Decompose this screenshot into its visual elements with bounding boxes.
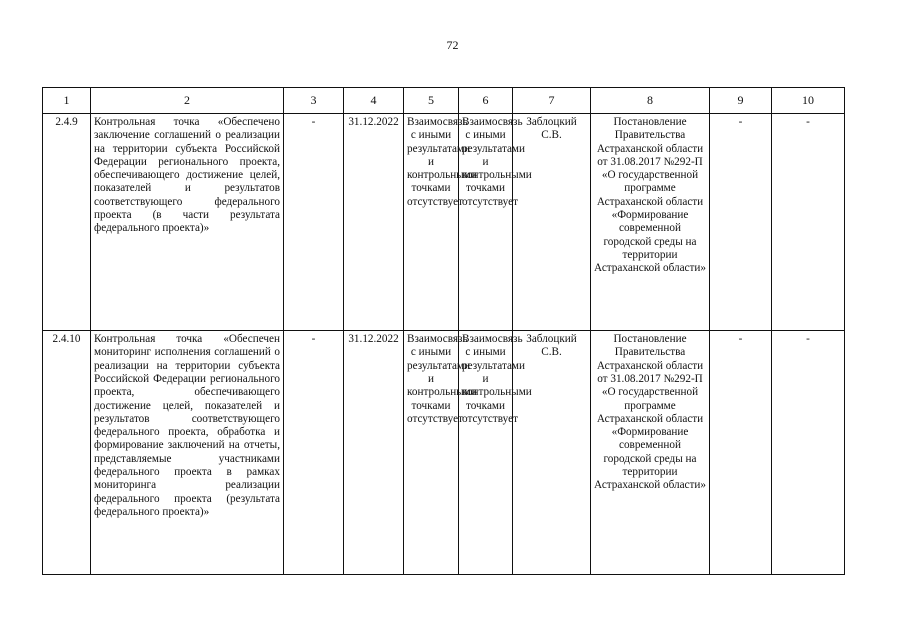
cell-relation: Взаимосвязь с иными результатами и контрольными точками отсутствует <box>459 114 513 331</box>
cell-relation: Взаимосвязь с иными результатами и контрольными точками отсутствует <box>404 114 459 331</box>
cell-relation: Взаимосвязь с иными результатами и контрольными точками отсутствует <box>404 331 459 575</box>
column-header: 7 <box>513 88 591 114</box>
cell-col3: - <box>284 331 344 575</box>
row-document: Постановление Правительства Астраханской области от 31.08.2017 №292-П «О государственной программе Астраханской области «Формирование современной городской среды на территории Астраханской области» <box>591 331 710 575</box>
page-number: 72 <box>446 38 459 52</box>
cell-col9: - <box>710 331 772 575</box>
row-number: 2.4.9 <box>43 114 91 331</box>
table-row <box>43 114 845 331</box>
cell-relation: Взаимосвязь с иными результатами и контрольными точками отсутствует <box>459 331 513 575</box>
cell-col3: - <box>284 114 344 331</box>
column-header: 4 <box>344 88 404 114</box>
column-header: 8 <box>591 88 710 114</box>
column-header: 1 <box>43 88 91 114</box>
column-header: 10 <box>772 88 845 114</box>
row-description: Контрольная точка «Обеспечено заключение соглашений о реализации на территории субъекта Российской Федерации регионального проекта, обеспечивающего достижение целей, показателей и результатов соответствующего федерального проекта (в части результата федерального проекта)» <box>91 114 284 331</box>
control-points-table <box>42 87 845 575</box>
table-header-row <box>43 88 845 114</box>
row-responsible: Заблоцкий С.В. <box>513 331 591 575</box>
row-date: 31.12.2022 <box>344 114 404 331</box>
cell-col10: - <box>772 114 845 331</box>
row-description: Контрольная точка «Обеспечен мониторинг исполнения соглашений о реализации на территории субъекта Российской Федерации регионального проекта, обеспечивающего достижение целей, показателей и результатов соответствующего федерального проекта, обработка и формирование заключений на отчеты, представляемые участниками федерального проекта в рамках мониторинга реализации федерального проекта (результата федерального проекта)» <box>91 331 284 575</box>
row-responsible: Заблоцкий С.В. <box>513 114 591 331</box>
column-header: 3 <box>284 88 344 114</box>
column-header: 2 <box>91 88 284 114</box>
row-date: 31.12.2022 <box>344 331 404 575</box>
column-header: 6 <box>459 88 513 114</box>
column-header: 5 <box>404 88 459 114</box>
row-document: Постановление Правительства Астраханской области от 31.08.2017 №292-П «О государственной программе Астраханской области «Формирование современной городской среды на территории Астраханской области» <box>591 114 710 331</box>
column-header: 9 <box>710 88 772 114</box>
table-row <box>43 331 845 575</box>
row-number: 2.4.10 <box>43 331 91 575</box>
cell-col9: - <box>710 114 772 331</box>
cell-col10: - <box>772 331 845 575</box>
